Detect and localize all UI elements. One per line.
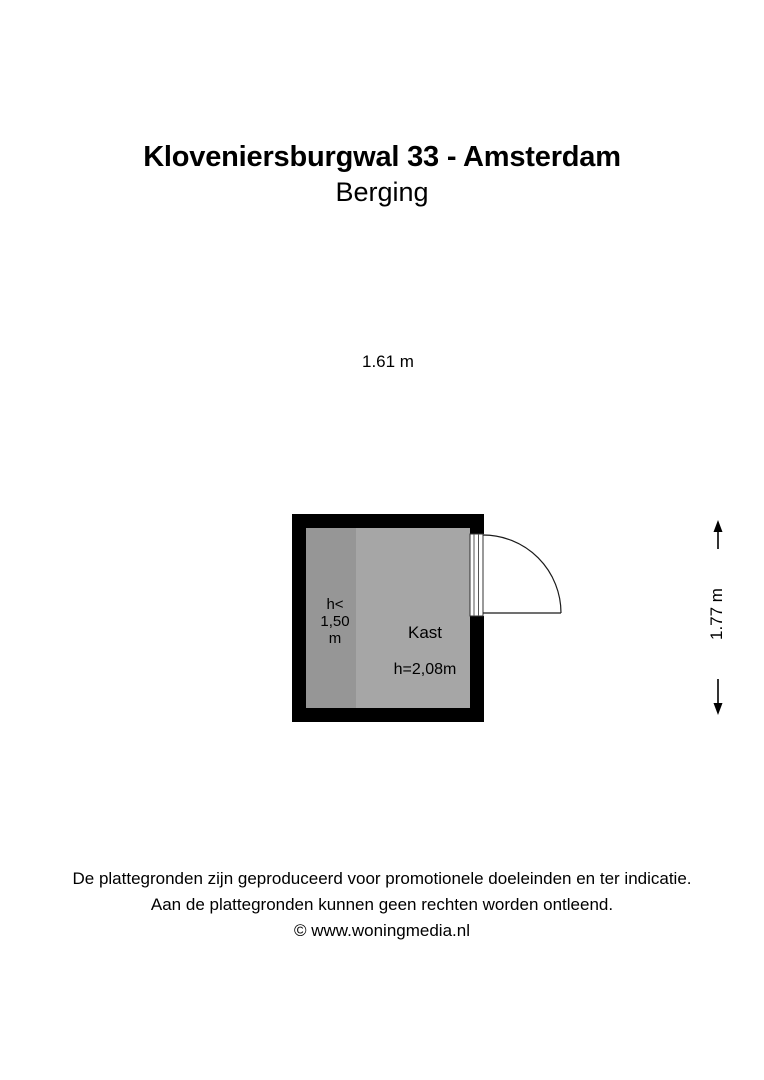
label-kast <box>360 605 490 697</box>
door-swing-arc <box>483 535 561 613</box>
dimension-height-label: 1.77 m <box>707 549 727 679</box>
door-leaf <box>470 534 483 616</box>
dimension-width <box>298 352 478 380</box>
footer-line-copyright: © www.woningmedia.nl <box>294 921 470 940</box>
floor-plan-drawing <box>280 500 580 740</box>
label-low-ceiling: h< 1,50 m <box>320 596 350 647</box>
page-title <box>0 140 764 210</box>
door-jamb-top <box>470 528 484 534</box>
footer-disclaimer <box>0 866 764 944</box>
dimension-height <box>700 520 740 715</box>
footer-line-1: De plattegronden zijn geproduceerd voor promotionele doeleinden en ter indicatie. <box>72 869 692 888</box>
label-kast-name: Kast <box>407 623 443 642</box>
dimension-width-label: 1.61 m <box>298 352 478 372</box>
title-room-name: Berging <box>335 177 429 207</box>
footer-line-2: Aan de plattegronden kunnen geen rechten worden ontleend. <box>150 895 614 914</box>
label-kast-height: h=2,08m <box>393 661 457 678</box>
title-address: Kloveniersburgwal 33 - Amsterdam <box>143 141 621 173</box>
